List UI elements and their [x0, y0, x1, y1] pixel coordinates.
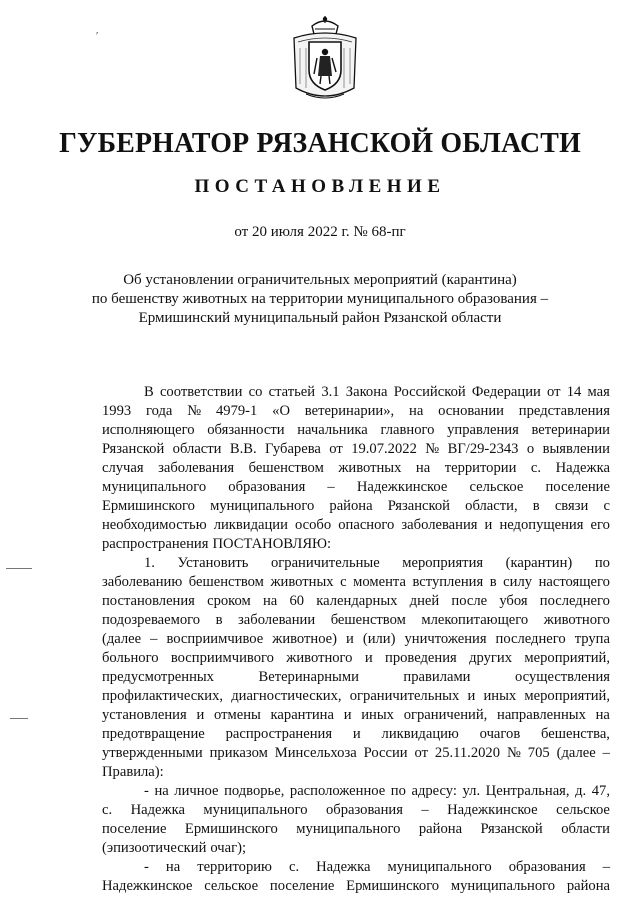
- document-body: [102, 383, 610, 896]
- margin-dash: [6, 568, 32, 569]
- body-text-line: - на территорию с. Надежка муниципального образования –: [144, 859, 610, 875]
- document-date-number: от 20 июля 2022 г. № 68-пг: [234, 224, 406, 240]
- body-text-line: Рязанской области В.В. Губарева от 19.07.2022 № ВГ/29-2343 о выявлении: [102, 441, 610, 457]
- body-text-line: подозреваемого в заболевании бешенством млекопитающего животного: [102, 612, 610, 628]
- body-text-line: больного восприимчивого животного и проведения других мероприятий,: [102, 650, 610, 666]
- body-text-line: исполняющего обязанности начальника главного управления ветеринарии: [102, 422, 610, 438]
- issuer-title: ГУБЕРНАТОР РЯЗАНСКОЙ ОБЛАСТИ: [59, 127, 581, 159]
- body-text-line: постановления сроком на 60 календарных дней после убоя последнего: [102, 593, 610, 609]
- document-subject: [0, 271, 640, 328]
- margin-tick-mark: ′: [96, 30, 99, 42]
- document-type-heading: ПОСТАНОВЛЕНИЕ: [194, 176, 446, 197]
- body-text-line: поселение Ермишинского муниципального района Рязанской области: [102, 821, 610, 837]
- body-text-line: случая заболевания бешенством животных на территории с. Надежка: [102, 460, 610, 476]
- body-text-line: утвержденными приказом Минсельхоза России от 25.11.2020 № 705 (далее –: [102, 745, 610, 761]
- body-text-line: профилактических, диагностических, ограничительных и иных мероприятий,: [102, 688, 610, 704]
- subject-line: Об установлении ограничительных мероприятий (карантина): [123, 272, 517, 288]
- body-text-line: распространения ПОСТАНОВЛЯЮ:: [102, 536, 332, 552]
- body-text-line: необходимостью ликвидации особо опасного заболевания и недопущения его: [102, 517, 610, 533]
- body-text-line: 1. Установить ограничительные мероприятия (карантин) по: [144, 555, 610, 571]
- body-text-line: предусмотренных Ветеринарными правилами осуществления: [102, 669, 610, 685]
- body-text-line: Правила):: [102, 764, 164, 780]
- body-text-line: В соответствии со статьей 3.1 Закона Российской Федерации от 14 мая: [144, 384, 610, 400]
- margin-dash: [10, 718, 28, 719]
- body-text-line: муниципального образования – Надежкинское сельское поселение: [102, 479, 610, 495]
- subject-line: по бешенству животных на территории муниципального образования –: [91, 291, 549, 307]
- body-text-line: 1993 года № 4979-1 «О ветеринарии», на основании представления: [102, 403, 610, 419]
- body-text-line: предотвращение распространения и ликвидацию очагов бешенства,: [102, 726, 610, 742]
- body-text-line: Надежкинское сельское поселение Ермишинского муниципального района: [102, 878, 610, 894]
- body-text-line: установления и отмены карантина и иных ограничений, направленных на: [102, 707, 610, 723]
- coat-of-arms-ryazan-icon: [284, 14, 366, 104]
- subject-line: Ермишинский муниципальный район Рязанской области: [138, 310, 502, 326]
- body-text-line: заболеванию бешенством животных с момента вступления в силу настоящего: [102, 574, 610, 590]
- body-text-line: Ермишинского муниципального района Рязанской области, в связи с: [102, 498, 610, 514]
- body-text-line: с. Надежка муниципального образования – Надежкинское сельское: [102, 802, 610, 818]
- body-text-line: (эпизоотический очаг);: [102, 840, 247, 856]
- body-text-line: (далее – восприимчивое животное) и (или) уничтожения последнего трупа: [102, 631, 610, 647]
- body-text-line: - на личное подворье, расположенное по адресу: ул. Центральная, д. 47,: [144, 783, 610, 799]
